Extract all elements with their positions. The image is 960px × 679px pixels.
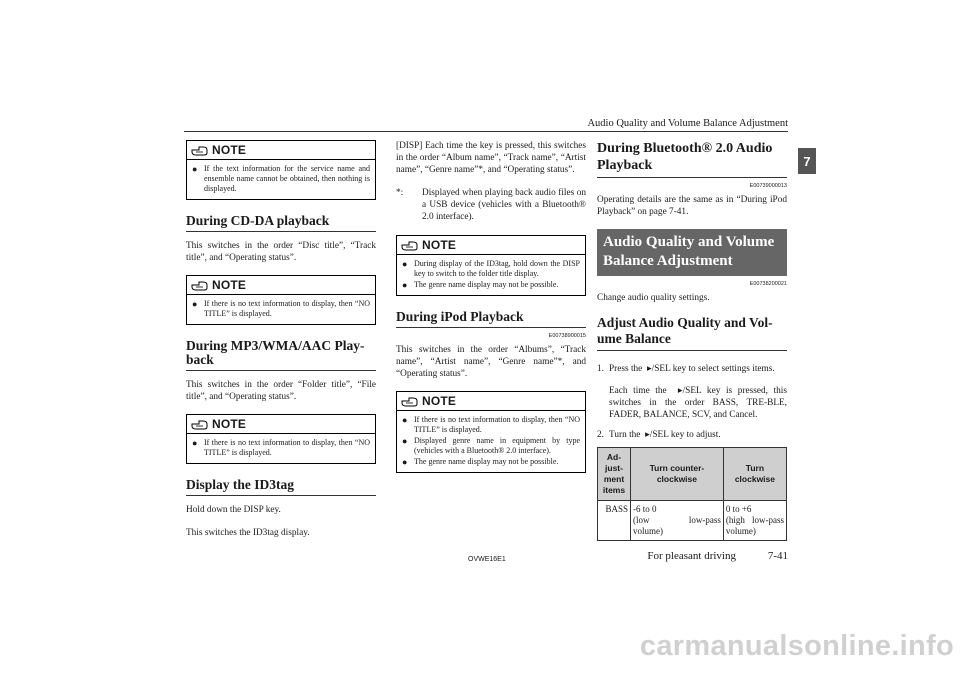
footer-code: OVWE16E1: [468, 556, 506, 563]
note-box: [186, 275, 376, 325]
step-1-detail: Each time the ▸/SEL key is pressed, this switches in the order BASS, TRE-BLE, FADER, BALANCE, SCV, and Cancel.: [609, 386, 787, 420]
hand-pointer-icon: [401, 240, 419, 251]
table-cell-ccw: -6 to 0 (low low-pass volume): [631, 501, 724, 541]
play-arrow-icon: ▸: [642, 430, 650, 440]
note-item: ● If there is no text information to display, then “NO TITLE” is displayed.: [192, 299, 370, 318]
note-box: [186, 140, 376, 200]
note-box: [396, 391, 586, 473]
note-item: ● The genre name display may not be possible.: [402, 457, 559, 467]
play-arrow-icon: ▸: [644, 364, 652, 374]
bullet-icon: ●: [402, 415, 408, 425]
note-body: [397, 255, 585, 295]
note-item: ● If there is no text information to display, then “NO TITLE” is displayed.: [192, 438, 370, 457]
section-heading-cd: During CD-DA playback: [186, 214, 376, 232]
note-header: [187, 276, 375, 295]
paragraph-id3-2: This switches the ID3tag display.: [186, 528, 310, 538]
doc-code: E00738900015: [548, 333, 586, 339]
note-item: ● The genre name display may not be possible.: [402, 280, 559, 290]
paragraph-change: Change audio quality settings.: [597, 293, 710, 303]
doc-code: E00738200021: [749, 281, 787, 287]
note-item: ● If there is no text information to display, then “NO TITLE” is displayed.: [402, 415, 580, 434]
note-item: ● If the text information for the service name and ensemble name cannot be obtained, then nothing is displayed.: [192, 164, 370, 193]
play-arrow-icon: ▸: [672, 386, 683, 396]
paragraph-bluetooth: Operating details are the same as in “During iPod Playback” on page 7-41.: [597, 195, 787, 217]
note-title: NOTE: [422, 238, 457, 252]
table-header-row: [598, 448, 787, 501]
paragraph-disp: [DISP] Each time the key is pressed, this switches in the order “Album name”, “Track name”, “Artist name”, “Genre name”*, and “Operating status”.: [396, 141, 586, 175]
note-body: [397, 411, 585, 472]
step-1: 1. Press the ▸/SEL key to select settings items.: [597, 364, 775, 374]
note-item: ● During display of the ID3tag, hold down the DISP key to switch to the folder title display.: [402, 259, 580, 278]
hand-pointer-icon: [191, 419, 209, 430]
bullet-icon: ●: [402, 436, 408, 446]
section-heading-bluetooth: During Bluetooth® 2.0 Audio Playback: [597, 140, 787, 178]
table-header-cell: Turn counter-clockwise: [631, 448, 724, 501]
paragraph-id3-1: Hold down the DISP key.: [186, 505, 281, 515]
table-row: [598, 501, 787, 541]
paragraph-cd: This switches in the order “Disc title”, “Track title”, and “Operating status”.: [186, 241, 376, 263]
table-header-cell: Turn clockwise: [723, 448, 786, 501]
note-title: NOTE: [422, 394, 457, 408]
note-item: ● Displayed genre name in equipment by type (vehicles with a Bluetooth® 2.0 interface).: [402, 436, 580, 455]
note-body: [187, 295, 375, 324]
table-cell-cw: 0 to +6 (high low-pass volume): [723, 501, 786, 541]
running-head: Audio Quality and Volume Balance Adjustment: [587, 118, 788, 129]
hand-pointer-icon: [401, 396, 419, 407]
page-number: 7-41: [767, 550, 788, 562]
bullet-icon: ●: [192, 438, 198, 448]
adjustment-table: [597, 447, 787, 541]
note-header: [187, 415, 375, 434]
footer-label: For pleasant driving: [647, 550, 736, 562]
bullet-icon: ●: [402, 457, 408, 467]
note-header: [187, 141, 375, 160]
note-body: [187, 434, 375, 463]
doc-code: E00739000013: [749, 183, 787, 189]
column-middle: [396, 140, 586, 487]
note-title: NOTE: [212, 417, 247, 431]
column-right: [597, 140, 787, 541]
step-2: 2. Turn the ▸/SEL key to adjust.: [597, 430, 721, 440]
note-title: NOTE: [212, 143, 247, 157]
watermark: carmanualsonline.info: [639, 630, 954, 662]
section-heading-adjust: Adjust Audio Quality and Vol-ume Balance: [597, 315, 787, 351]
bullet-icon: ●: [402, 280, 408, 290]
bullet-icon: ●: [192, 299, 198, 309]
note-body: [187, 160, 375, 199]
note-header: [397, 236, 585, 255]
hand-pointer-icon: [191, 280, 209, 291]
section-heading-ipod: During iPod Playback: [396, 310, 586, 328]
table-cell-item: BASS: [598, 501, 631, 541]
section-heading-id3: Display the ID3tag: [186, 478, 376, 496]
footnote-mark: *:: [396, 188, 404, 198]
note-title: NOTE: [212, 278, 247, 292]
hand-pointer-icon: [191, 145, 209, 156]
footnote: [396, 187, 586, 223]
paragraph-mp3: This switches in the order “Folder title”, “File title”, and “Operating status”.: [186, 380, 376, 402]
bullet-icon: ●: [402, 259, 408, 269]
section-heading-mp3: During MP3/WMA/AAC Play-back: [186, 339, 376, 371]
note-header: [397, 392, 585, 411]
footnote-text: Displayed when playing back audio files on a USB device (vehicles with a Bluetooth® 2.0 interface).: [422, 188, 586, 222]
note-box: [186, 414, 376, 464]
note-box: [396, 235, 586, 296]
header-rule: [184, 131, 788, 132]
table-header-cell: Ad-just-ment items: [598, 448, 631, 501]
section-banner: Audio Quality and Volume Balance Adjustment: [597, 229, 787, 276]
chapter-tab: 7: [798, 148, 816, 174]
column-left: [186, 140, 376, 550]
paragraph-ipod: This switches in the order “Albums”, “Track name”, “Artist name”, “Genre name”*, and “Operating status”.: [396, 345, 586, 379]
bullet-icon: ●: [192, 164, 198, 174]
